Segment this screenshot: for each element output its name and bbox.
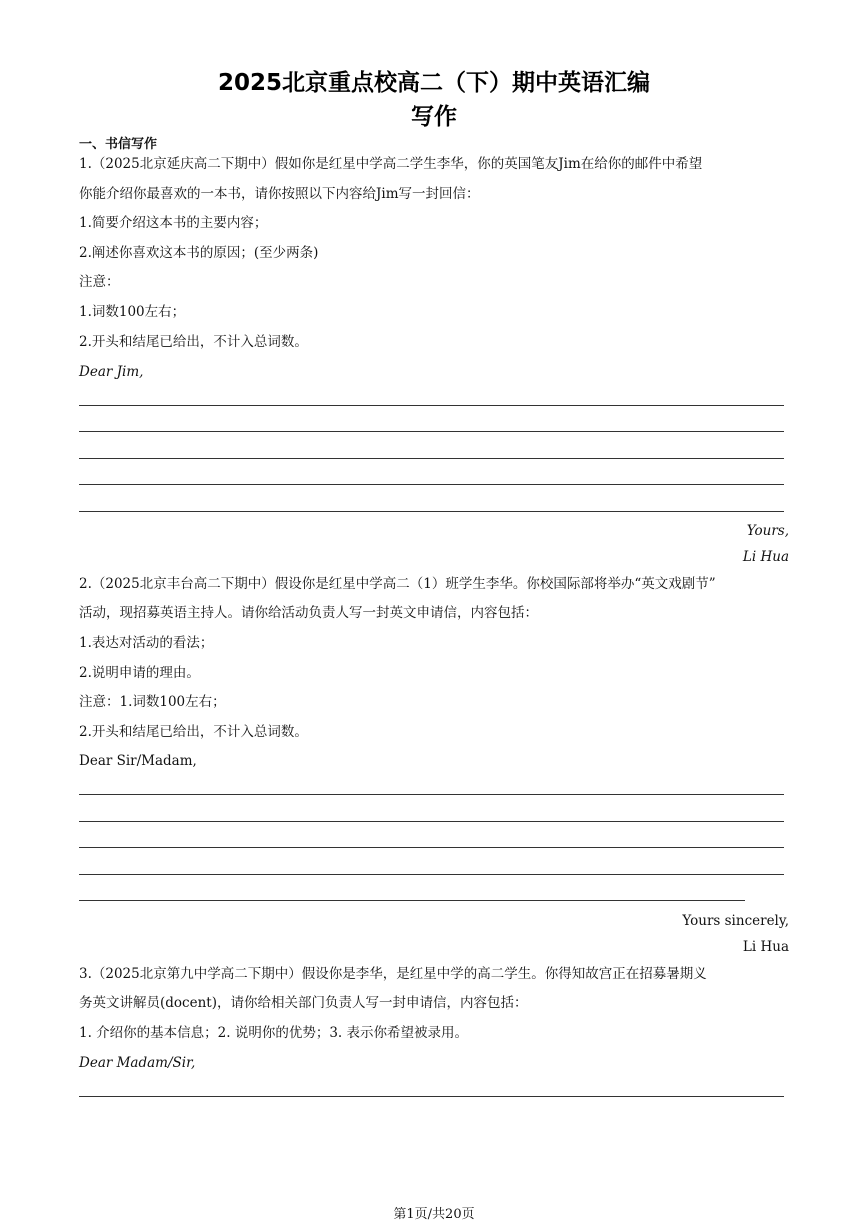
q2-prompt-line1: 2.（2025北京丰台高二下期中）假设你是红星中学高二（1）班学生李华。你校国际部将举办“英文戏剧节” [79,576,716,592]
section-heading: 一、书信写作 [79,137,158,152]
q3-salutation: Dear Madam/Sir, [79,1055,196,1071]
q2-closing: Yours sincerely, [682,913,789,929]
q1-prompt-line2: 你能介绍你最喜欢的一本书，请你按照以下内容给Jim写一封回信： [79,186,480,202]
q1-salutation: Dear Jim, [79,364,144,380]
q2-answer-line [79,847,784,848]
q1-item-1: 1.简要介绍这本书的主要内容； [79,215,268,231]
q2-item-1: 1.表达对活动的看法； [79,635,214,651]
q2-answer-line [79,900,745,901]
q2-answer-line [79,874,784,875]
q3-answer-line [79,1096,784,1097]
document-subtitle: 写作 [411,104,457,130]
q1-note-1: 1.词数100左右； [79,304,186,320]
q1-note-2: 2.开头和结尾已给出，不计入总词数。 [79,334,308,350]
q1-answer-line [79,458,784,459]
q1-answer-line [79,511,784,512]
q1-signature: Li Hua [742,549,789,565]
q2-prompt-line2: 活动，现招募英语主持人。请你给活动负责人写一封英文申请信，内容包括： [79,605,538,621]
q1-answer-line [79,484,784,485]
q3-prompt-line1: 3.（2025北京第九中学高二下期中）假设你是李华，是红星中学的高二学生。你得知故宫正在招募暑期义 [79,966,707,982]
q3-prompt-line2: 务英文讲解员(docent)，请你给相关部门负责人写一封申请信，内容包括： [79,995,528,1011]
q2-note-1: 注意：1.词数100左右； [79,694,226,710]
q2-salutation: Dear Sir/Madam, [79,753,197,769]
q1-closing: Yours, [746,523,789,539]
q1-item-2: 2.阐述你喜欢这本书的原因；(至少两条) [79,245,319,261]
q1-answer-line [79,405,784,406]
page-number: 第1页/共20页 [393,1207,475,1222]
q2-answer-line [79,821,784,822]
document-title: 2025北京重点校高二（下）期中英语汇编 [217,70,650,96]
q3-items: 1. 介绍你的基本信息；2. 说明你的优势；3. 表示你希望被录用。 [79,1025,469,1041]
q1-note-label: 注意： [79,274,120,290]
q2-signature: Li Hua [742,939,789,955]
q2-answer-line [79,794,784,795]
q1-prompt-line1: 1.（2025北京延庆高二下期中）假如你是红星中学高二学生李华，你的英国笔友Jim在给你的邮件中希望 [79,156,703,172]
q2-item-2: 2.说明申请的理由。 [79,665,200,681]
q2-note-2: 2.开头和结尾已给出，不计入总词数。 [79,724,308,740]
q1-answer-line [79,431,784,432]
